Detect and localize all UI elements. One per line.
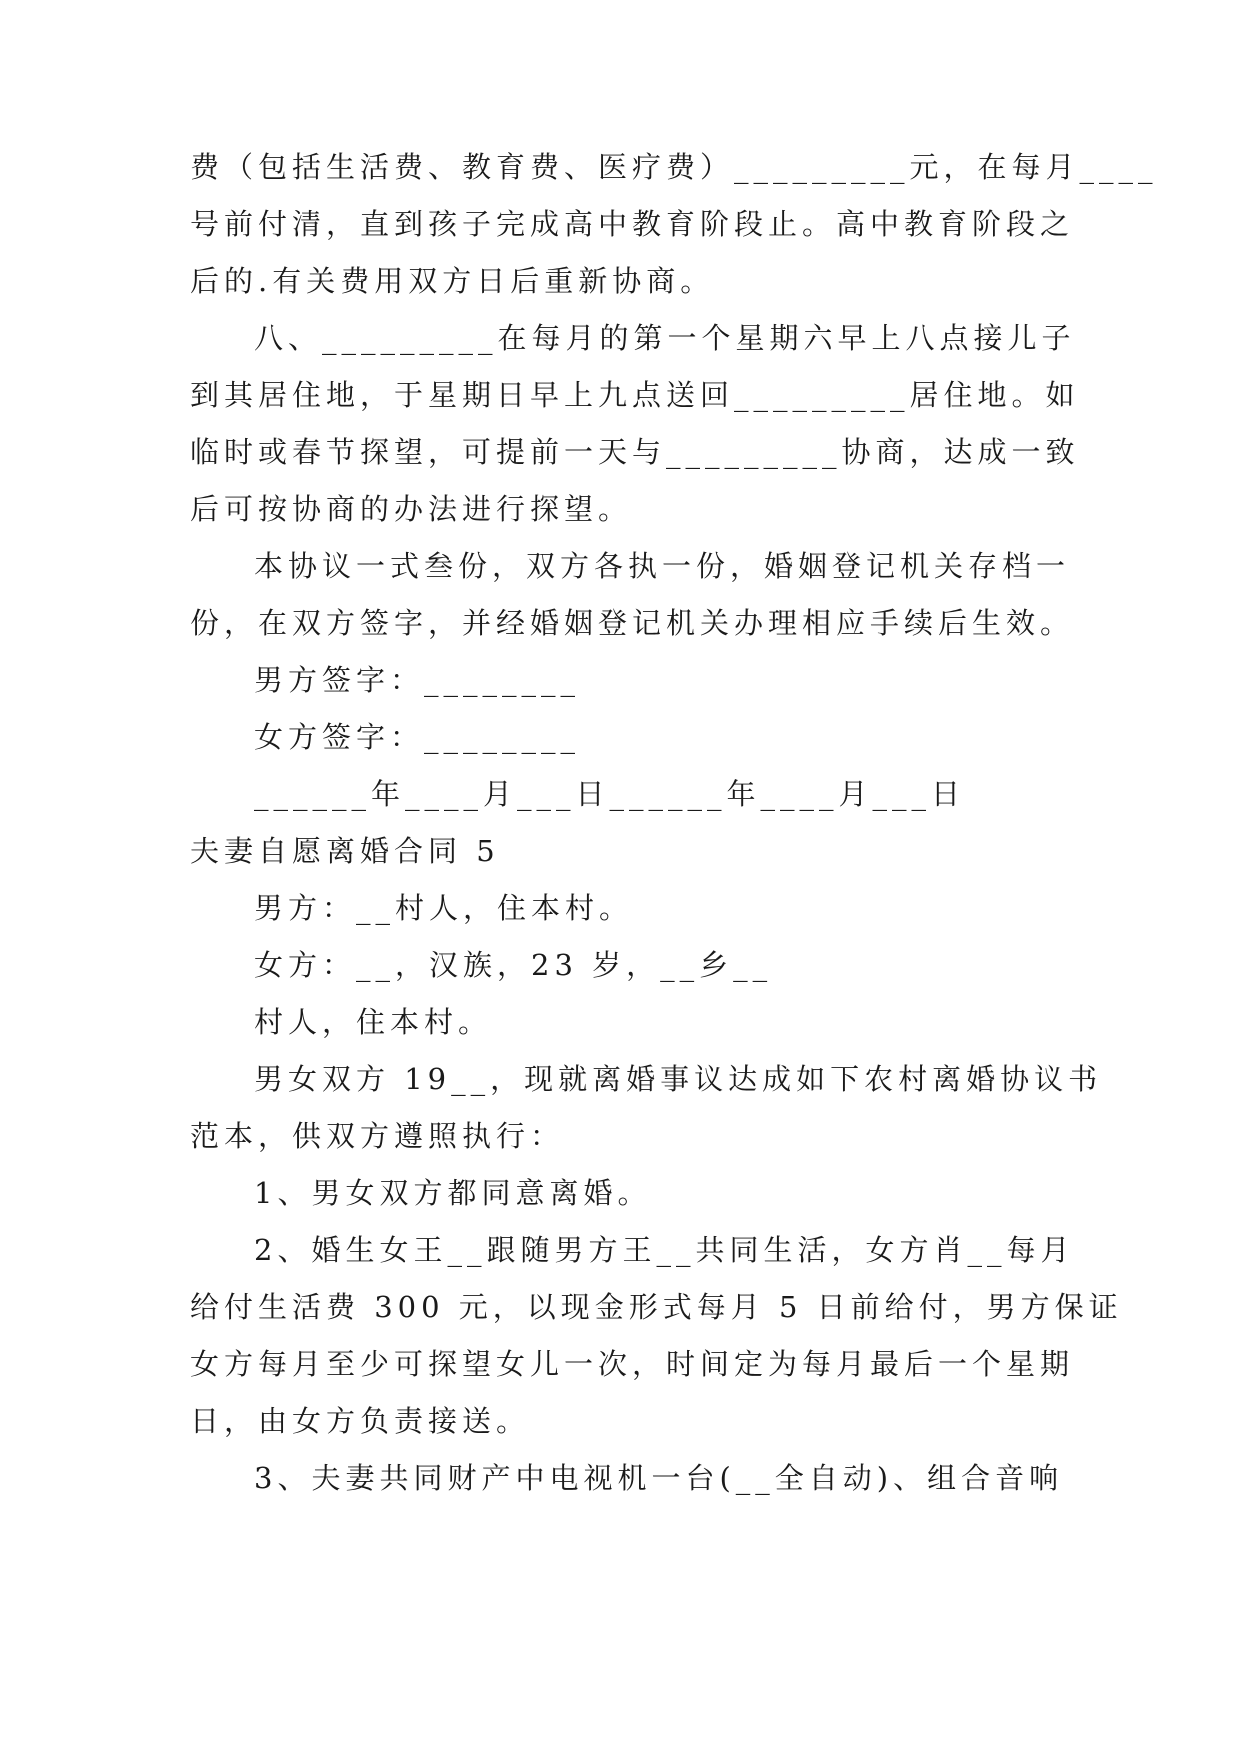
text-line: 临时或春节探望，可提前一天与_________协商，达成一致 (190, 435, 1080, 469)
text-line: 号前付清，直到孩子完成高中教育阶段止。高中教育阶段之 (190, 207, 1075, 241)
text-line: 到其居住地，于星期日早上九点送回_________居住地。如 (190, 378, 1080, 412)
text-line: 村人，住本村。 (254, 1005, 493, 1039)
date-line: ______年____月___日______年____月___日 (254, 777, 966, 811)
text-line: 八、_________在每月的第一个星期六早上八点接儿子 (254, 321, 1076, 355)
text-line: 后的.有关费用双方日后重新协商。 (190, 264, 715, 298)
text-line: 男女双方 19__，现就离婚事议达成如下农村离婚协议书 (254, 1062, 1103, 1096)
text-line: 女方每月至少可探望女儿一次，时间定为每月最后一个星期 (190, 1347, 1075, 1381)
text-line: 日，由女方负责接送。 (190, 1404, 531, 1438)
text-line: 给付生活费 300 元，以现金形式每月 5 日前给付，男方保证 (190, 1290, 1123, 1324)
text-line: 本协议一式叁份，双方各执一份，婚姻登记机关存档一 (254, 549, 1071, 583)
text-line: 2、婚生女王__跟随男方王__共同生活，女方肖__每月 (254, 1233, 1075, 1267)
text-line: 范本，供双方遵照执行： (190, 1119, 565, 1153)
text-line: 后可按协商的办法进行探望。 (190, 492, 633, 526)
text-line: 费（包括生活费、教育费、医疗费）_________元，在每月____ (190, 150, 1158, 184)
female-signature-line: 女方签字：________ (254, 720, 581, 754)
male-signature-line: 男方签字：________ (254, 663, 581, 697)
text-line: 份，在双方签字，并经婚姻登记机关办理相应手续后生效。 (190, 606, 1075, 640)
section-title: 夫妻自愿离婚合同 5 (190, 834, 500, 868)
text-line: 男方：__村人，住本村。 (254, 891, 634, 925)
text-line: 3、夫妻共同财产中电视机一台(__全自动)、组合音响 (254, 1461, 1064, 1495)
text-line: 1、男女双方都同意离婚。 (254, 1176, 652, 1210)
text-line: 女方：__，汉族，23 岁，__乡__ (254, 948, 773, 982)
